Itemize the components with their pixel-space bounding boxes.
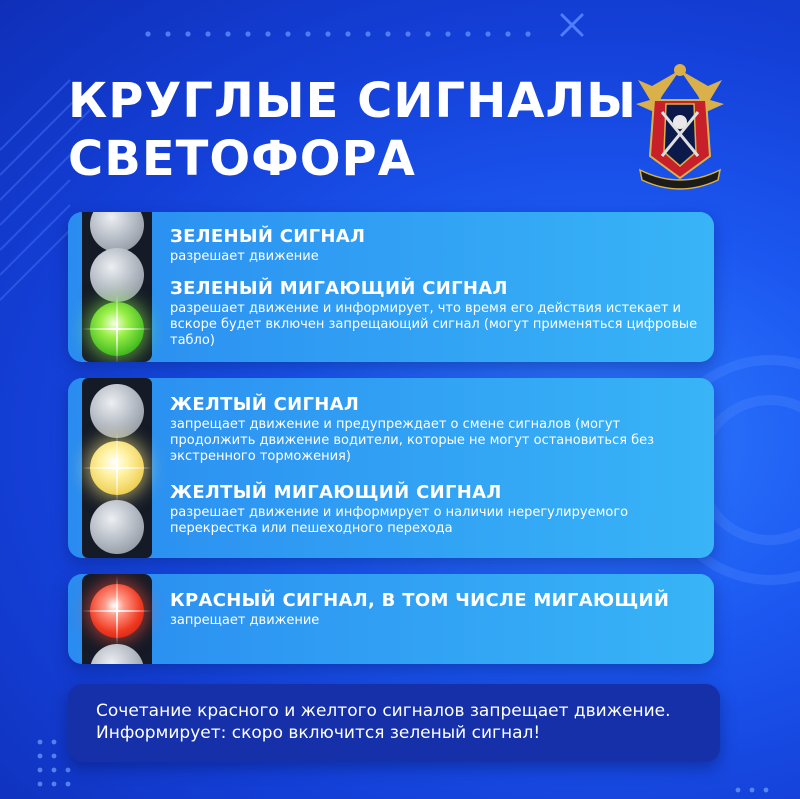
lamp-green	[90, 302, 144, 356]
signal-card-green	[68, 212, 714, 362]
title-line-1: КРУГЛЫЕ СИГНАЛЫ	[68, 73, 638, 129]
lamp-yellow	[90, 441, 144, 495]
signal-heading: ЖЕЛТЫЙ МИГАЮЩИЙ СИГНАЛ	[170, 482, 502, 503]
signal-heading: КРАСНЫЙ СИГНАЛ, В ТОМ ЧИСЛЕ МИГАЮЩИЙ	[170, 590, 670, 611]
lamp-flare	[116, 576, 118, 646]
lamp-off	[90, 384, 144, 438]
traffic-light-housing	[82, 574, 152, 664]
lamp-flare	[116, 294, 118, 362]
lamp-flare	[116, 433, 118, 503]
signal-heading: ЖЕЛТЫЙ СИГНАЛ	[170, 394, 360, 415]
signal-description: разрешает движение и информирует, что время его действия истекает и вскоре будет включен запрещающий сигнал (могут применяться цифровые табло)	[170, 301, 698, 348]
page-title	[68, 72, 637, 188]
signal-description: разрешает движение	[170, 249, 319, 264]
signal-section	[170, 226, 698, 265]
signal-description: запрещает движение	[170, 613, 320, 628]
lamp-red	[90, 584, 144, 638]
title-line-2: СВЕТОФОРА	[68, 131, 416, 187]
traffic-light-housing	[82, 378, 152, 558]
signal-section	[170, 590, 698, 629]
signal-heading: ЗЕЛЕНЫЙ МИГАЮЩИЙ СИГНАЛ	[170, 278, 508, 299]
signal-heading: ЗЕЛЕНЫЙ СИГНАЛ	[170, 226, 366, 247]
lamp-off	[90, 212, 144, 252]
signal-section	[170, 394, 698, 465]
lamp-off	[90, 644, 144, 664]
combination-note	[68, 684, 720, 762]
lamp-off	[90, 500, 144, 554]
signal-section	[170, 278, 698, 349]
signal-section	[170, 482, 698, 537]
signal-description: запрещает движение и предупреждает о смене сигналов (могут продолжить движение водители, которые не могут остановиться без экстренного торможения)	[170, 417, 655, 464]
traffic-light-housing	[82, 212, 152, 362]
signal-card-red	[68, 574, 714, 664]
signal-card-yellow	[68, 378, 714, 558]
signal-description: разрешает движение и информирует о наличии нерегулируемого перекрестка или пешеходного перехода	[170, 505, 629, 536]
note-text: Сочетание красного и желтого сигналов запрещает движение. Информирует: скоро включится зеленый сигнал!	[96, 701, 671, 743]
police-emblem-icon	[632, 60, 728, 194]
